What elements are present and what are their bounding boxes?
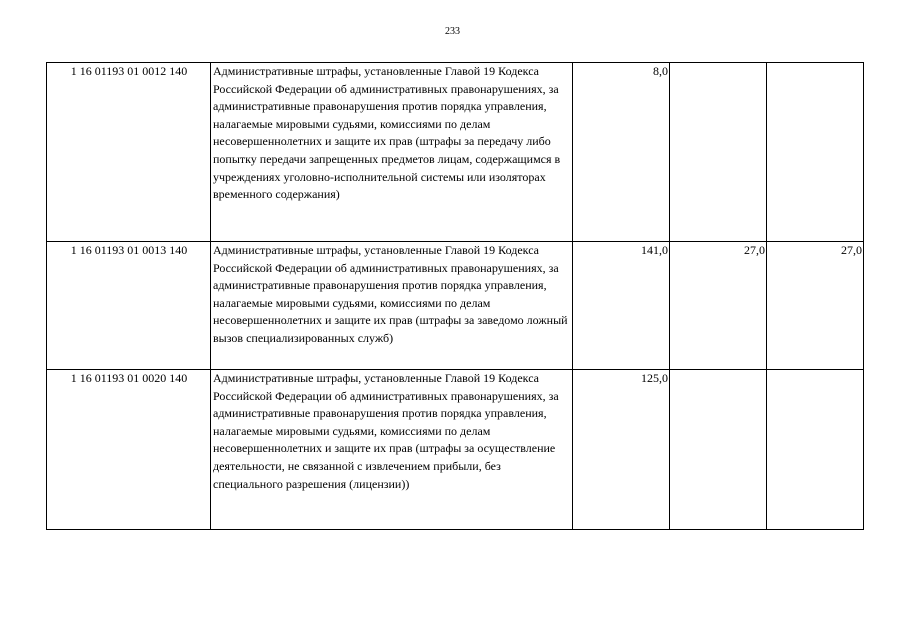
table-row (47, 242, 864, 370)
value-1-cell: 141,0 (573, 242, 670, 370)
value-3-cell (767, 63, 864, 242)
value-1-cell: 125,0 (573, 370, 670, 530)
value-2-cell: 27,0 (670, 242, 767, 370)
value-3-cell (767, 370, 864, 530)
value-1-cell: 8,0 (573, 63, 670, 242)
description-cell: Административные штрафы, установленные Главой 19 Кодекса Российской Федерации об административных правонарушениях, за административные правонарушения против порядка управления, налагаемые мировыми судьями, комиссиями по делам несовершеннолетних и защите их прав (штрафы за осуществление деятельности, не связанной с извлечением прибыли, без специального разрешения (лицензии)) (211, 370, 573, 530)
description-cell: Административные штрафы, установленные Главой 19 Кодекса Российской Федерации об административных правонарушениях, за административные правонарушения против порядка управления, налагаемые мировыми судьями, комиссиями по делам несовершеннолетних и защите их прав (штрафы за заведомо ложный вызов специализированных служб) (211, 242, 573, 370)
page-number: 233 (445, 26, 460, 37)
budget-code-cell: 1 16 01193 01 0020 140 (47, 370, 211, 530)
value-2-cell (670, 370, 767, 530)
value-2-cell (670, 63, 767, 242)
value-3-cell: 27,0 (767, 242, 864, 370)
table-row (47, 63, 864, 242)
budget-table (46, 62, 864, 530)
table-row (47, 370, 864, 530)
budget-code-cell: 1 16 01193 01 0012 140 (47, 63, 211, 242)
description-cell: Административные штрафы, установленные Главой 19 Кодекса Российской Федерации об административных правонарушениях, за административные правонарушения против порядка управления, налагаемые мировыми судьями, комиссиями по делам несовершеннолетних и защите их прав (штрафы за передачу либо попытку передачи запрещенных предметов лицам, содержащимся в учреждениях уголовно-исполнительной системы или изоляторах временного содержания) (211, 63, 573, 242)
budget-code-cell: 1 16 01193 01 0013 140 (47, 242, 211, 370)
